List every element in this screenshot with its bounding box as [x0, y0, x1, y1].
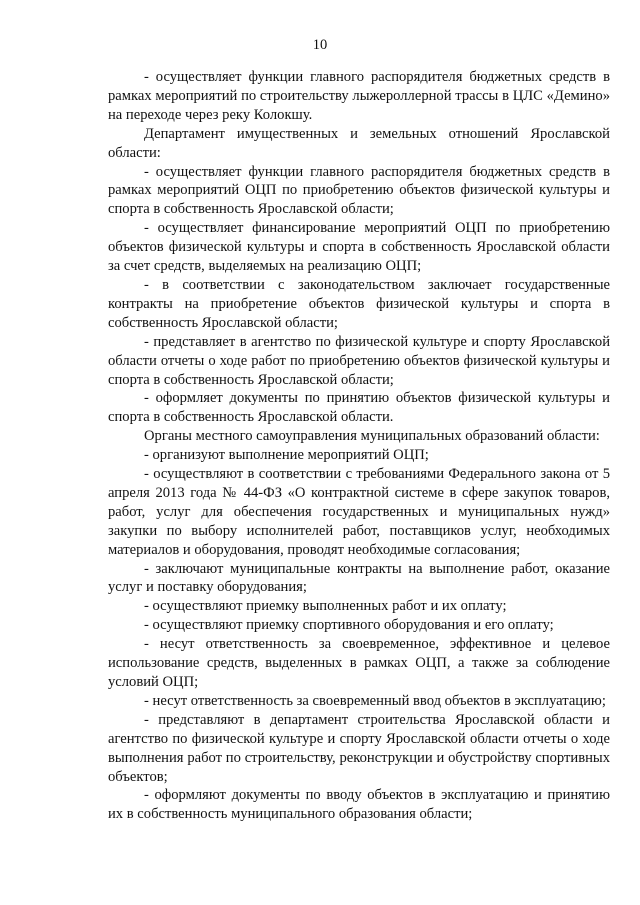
paragraph: - оформляют документы по вводу объектов в эксплуатацию и принятию их в собственность муниципального образования области;	[108, 787, 610, 823]
paragraph: - осуществляют приемку выполненных работ и их оплату;	[144, 598, 507, 615]
paragraph: - оформляет документы по принятию объектов физической культуры и спорта в собственность Ярославской области.	[108, 390, 610, 426]
paragraph: - организуют выполнение мероприятий ОЦП;	[144, 447, 429, 464]
page-number: 10	[312, 37, 328, 53]
paragraph: - представляет в агентство по физической культуре и спорту Ярославской области отчеты о ходе работ по приобретению объектов физической культуры и спорта в собственность Ярославской области;	[108, 333, 610, 388]
paragraph: - осуществляет функции главного распорядителя бюджетных средств в рамках мероприятий ОЦП по приобретению объектов физической культуры и спорта в собственность Ярославской области;	[108, 163, 610, 218]
paragraph: - несут ответственность за своевременное, эффективное и целевое использование средств, выделенных в рамках ОЦП, а также за соблюдение условий ОЦП;	[108, 636, 610, 690]
paragraph: - заключают муниципальные контракты на выполнение работ, оказание услуг и поставку оборудования;	[108, 560, 610, 596]
paragraph: - осуществляют приемку спортивного оборудования и его оплату;	[144, 617, 554, 634]
paragraph: - осуществляет финансирование мероприятий ОЦП по приобретению объектов физической культуры и спорта в собственность Ярославской области за счет средств, выделяемых на реализацию ОЦП;	[108, 220, 610, 275]
paragraph: - несут ответственность за своевременный ввод объектов в эксплуатацию;	[144, 692, 606, 709]
paragraph: Департамент имущественных и земельных отношений Ярославской области:	[108, 125, 610, 161]
paragraph: - представляют в департамент строительства Ярославской области и агентство по физической культуре и спорту Ярославской области отчеты о ходе выполнения работ по строительству, реконструкции и обустройству спортивных объектов;	[108, 711, 610, 785]
paragraph: - в соответствии с законодательством заключает государственные контракты на приобретение объектов физической культуры и спорта в собственность Ярославской области;	[108, 276, 610, 331]
paragraph: Органы местного самоуправления муниципальных образований области:	[144, 428, 600, 445]
paragraph: - осуществляют в соответствии с требованиями Федерального закона от 5 апреля 2013 года № 44-ФЗ «О контрактной системе в сфере закупок товаров, работ, услуг для обеспечения государственных и муниципальных нужд» закупки по выбору исполнителей работ, поставщиков услуг, необходимых материалов и оборудования, проводят необходимые согласования;	[108, 466, 610, 558]
document-body	[108, 68, 610, 824]
paragraph: - осуществляет функции главного распорядителя бюджетных средств в рамках мероприятий по строительству лыжероллерной трассы в ЦЛС «Демино» на переходе через реку Колокшу.	[108, 69, 610, 123]
